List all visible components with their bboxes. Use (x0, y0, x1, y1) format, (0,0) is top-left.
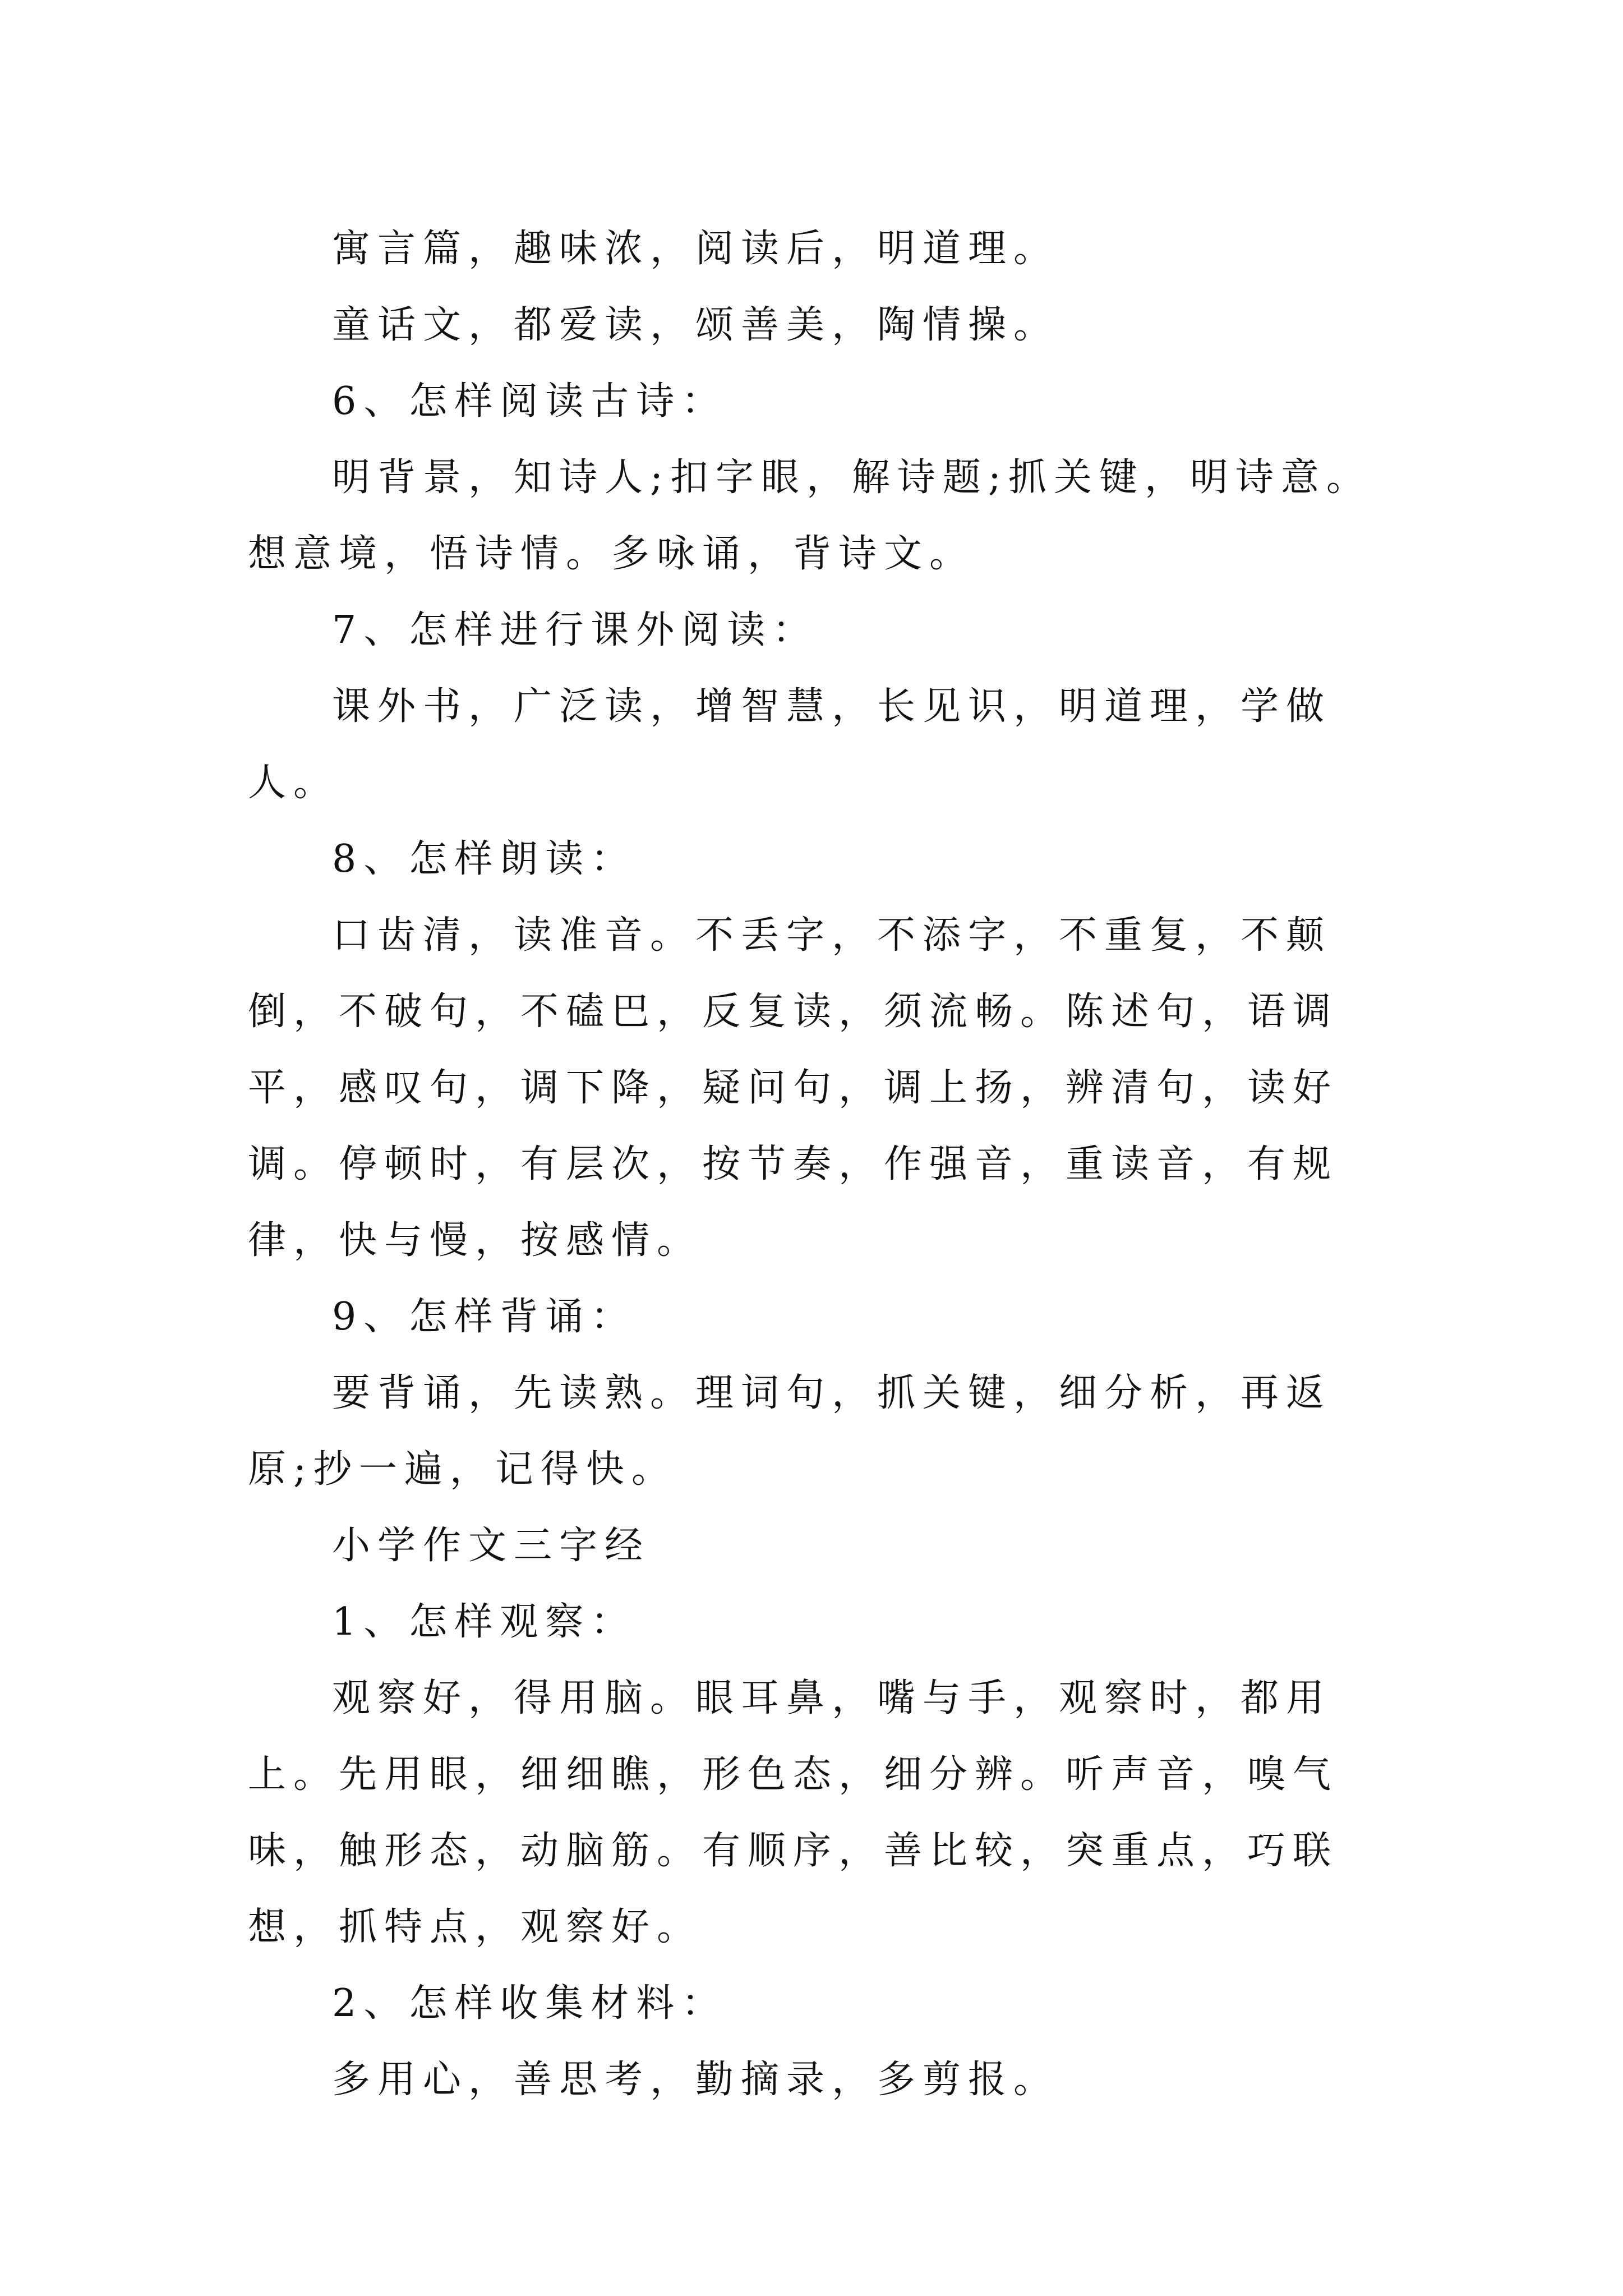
paragraph: 明背景，知诗人;扣字眼，解诗题;抓关键，明诗意。想意境，悟诗情。多咏诵，背诗文。 (248, 455, 1372, 576)
paragraph: 要背诵，先读熟。理词句，抓关键，细分析，再返原;抄一遍，记得快。 (248, 1371, 1332, 1492)
section-heading: 6、怎样阅读古诗： (332, 379, 727, 424)
paragraph: 观察好，得用脑。眼耳鼻，嘴与手，观察时，都用上。先用眼，细细瞧，形色态，细分辨。听声音，嗅气味，触形态，动脑筋。有顺序，善比较，突重点，巧联想，抓特点，观察好。 (248, 1676, 1339, 1949)
paragraph: 童话文，都爱读，颂善美，陶情操。 (332, 303, 1059, 347)
paragraph: 口齿清，读准音。不丢字，不添字，不重复，不颠倒，不破句，不磕巴，反复读，须流畅。陈述句，语调平，感叹句，调下降，疑问句，调上扬，辨清句，读好调。停顿时，有层次，按节奏，作强音，重读音，有规律，快与慢，按感情。 (248, 913, 1339, 1263)
section-heading: 7、怎样进行课外阅读： (332, 608, 818, 652)
document-subtitle: 小学作文三字经 (332, 1524, 651, 1568)
document-body (248, 211, 1392, 2118)
paragraph: 课外书，广泛读，增智慧，长见识，明道理，学做人。 (248, 684, 1332, 805)
section-heading: 2、怎样收集材料： (332, 1981, 727, 2026)
paragraph: 多用心，善思考，勤摘录，多剪报。 (332, 2058, 1059, 2102)
paragraph: 寓言篇，趣味浓，阅读后，明道理。 (332, 227, 1059, 271)
section-heading: 8、怎样朗读： (332, 837, 637, 881)
section-heading: 9、怎样背诵： (332, 1295, 637, 1339)
section-heading: 1、怎样观察： (332, 1600, 637, 1644)
